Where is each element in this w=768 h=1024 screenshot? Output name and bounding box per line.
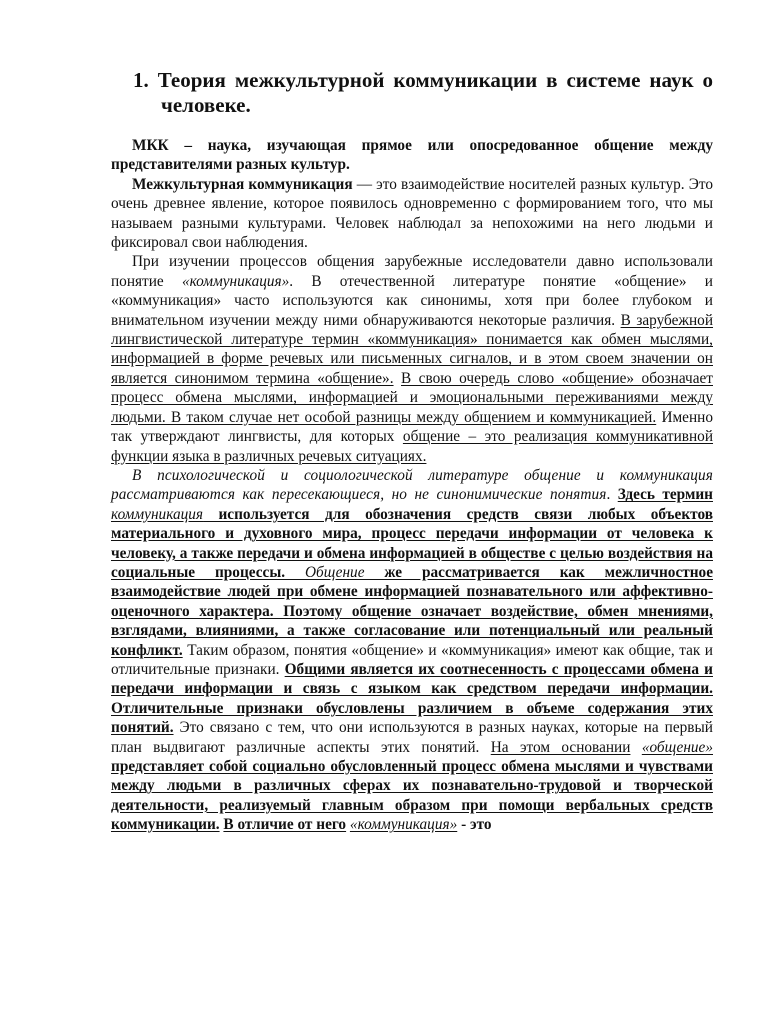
term-communication-italic: коммуникация bbox=[111, 505, 204, 523]
text-span: При изучении процессов общения зарубежные исследователи давно использовали понятие bbox=[111, 253, 713, 290]
section-heading bbox=[133, 68, 713, 118]
intercultural-communication-paragraph bbox=[111, 175, 713, 253]
term-obshchenie-quoted: «общение» bbox=[641, 738, 713, 756]
term-obshchenie-italic: Общение bbox=[305, 563, 365, 581]
underlined-bold-text: В отличие от него bbox=[223, 816, 347, 834]
paragraph-text: — это взаимодействие носителей разных культур. Это очень древнее явление, которое появилось одновременно с формированием того, что мы называем разными культурами. Человек наблюдал за непохожими на него людьми и фиксировал свои наблюдения. bbox=[111, 175, 713, 252]
term-intercultural-communication: Межкультурная коммуникация bbox=[132, 175, 353, 193]
underlined-text: В свою очередь слово «общение» обозначает процесс обмена мыслями, информацией и эмоциональными переживаниями между людьми. В таком случае нет особой разницы между общением и коммуникацией. bbox=[111, 369, 713, 426]
communication-concept-paragraph bbox=[111, 252, 713, 465]
heading-number: 1. bbox=[133, 68, 149, 92]
underlined-text: На этом основании bbox=[490, 738, 631, 756]
underlined-bold-text: представляет собой социально обусловленный процесс обмена мыслями и чувствами между людьми в различных сферах их познавательно-трудовой и творческой деятельности, реализуемый главным образом при помощи вербальных средств коммуникации. bbox=[111, 758, 713, 834]
text-span bbox=[630, 739, 641, 756]
underlined-bold-text: используется для обозначения средств связи любых объектов материального и духовного мира, процесс передачи информации от человека к человеку, а также передачи и обмена информацией в обществе с целью воздействия на социальные процессы. bbox=[111, 505, 713, 581]
underlined-bold-text: же рассматривается как межличностное взаимодействие людей при обмене информацией познавательного или аффективно-оценочного характера. Поэтому общение означает воздействие, обмен мнениями, взглядами, влияниями, а также согласование или потенциальный или реальный конфликт. bbox=[111, 563, 713, 659]
text-span: Это связано с тем, что они используются в разных науках, которые на первый план выдвигают различные аспекты этих понятий. bbox=[111, 719, 713, 756]
text-span: . bbox=[606, 486, 618, 504]
text-span: . В отечественной литературе понятие «общение» и «коммуникация» часто используются как синонимы, хотя при более глубоком и внимательном изучении между ними обнаруживаются некоторые различия. bbox=[111, 272, 713, 329]
underlined-bold-text: Общими является их соотнесенность с процессами обмена и передачи информации и связь с языком как средством передачи информации. bbox=[111, 660, 713, 698]
term-communication-quoted: «коммуникация» bbox=[349, 816, 458, 834]
psychology-sociology-paragraph bbox=[111, 466, 713, 835]
underlined-bold-text: Здесь термин bbox=[617, 486, 713, 504]
italic-text: В психологической и социологической литературе общение и коммуникация рассматриваются как пересекающиеся, но не синонимические понятия bbox=[111, 466, 713, 504]
term-communication: «коммуникация» bbox=[181, 272, 290, 290]
definition-text: МКК – наука, изучающая прямое или опосредованное общение между представителями разных культур. bbox=[111, 137, 713, 174]
underlined-bold-text: Отличительные признаки обусловлены различием в объеме содержания этих понятий. bbox=[111, 699, 713, 737]
text-span: Именно так утверждают лингвисты, для которых bbox=[111, 408, 713, 446]
text-span bbox=[394, 370, 401, 387]
bold-text: - это bbox=[457, 816, 492, 834]
underlined-text: В зарубежной лингвистической литературе термин «коммуникация» понимается как обмен мыслями, информацией в форме речевых или письменных сигналов, и в этом своем значении он является синонимом термина «общение». bbox=[111, 311, 714, 387]
heading-text: Теория межкультурной коммуникации в системе наук о человеке. bbox=[157, 68, 713, 117]
underlined-text: общение – это реализация коммуникативной функции языка в различных речевых ситуациях. bbox=[111, 428, 714, 465]
definition-paragraph bbox=[111, 136, 713, 175]
text-span: Таким образом, понятия «общение» и «коммуникация» имеют как общие, так и отличительные признаки. bbox=[111, 641, 713, 678]
